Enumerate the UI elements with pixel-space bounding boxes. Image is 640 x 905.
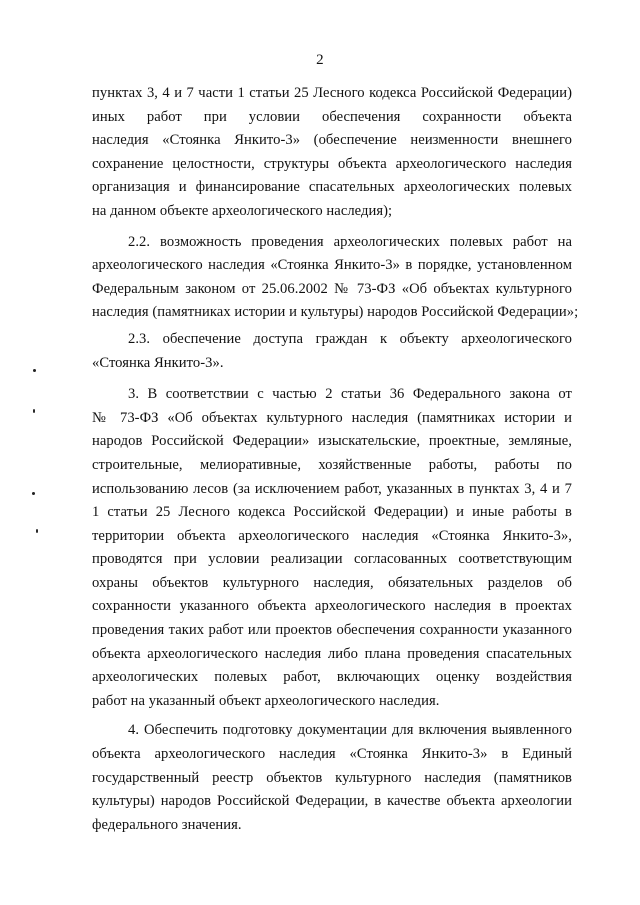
text-line: археологических полевых работ, включающих оценку воздействия: [92, 669, 572, 686]
text-line: строительные, мелиоративные, хозяйственные работы, работы по: [92, 456, 572, 473]
text-line: народов Российской Федерации» изыскательские, проектные, земляные,: [92, 433, 572, 450]
text-line: объекта археологического наследия либо плана проведения спасательных: [92, 645, 572, 662]
text-line: иных работ при условии обеспечения сохранности объекта: [92, 108, 572, 125]
paragraph-2-3: [92, 328, 572, 375]
scan-dot: [36, 529, 38, 533]
text-line: наследия «Стоянка Янкито-3» (обеспечение неизменности внешнего: [92, 132, 572, 149]
text-line: археологического наследия «Стоянка Янкито-3» в порядке, установленном: [92, 257, 572, 274]
text-line: проведения таких работ или проектов обеспечения сохранности указанного: [92, 622, 572, 639]
text-line: организация и финансирование спасательных археологических полевых: [92, 179, 572, 196]
text-line: федерального значения.: [92, 816, 242, 833]
paragraph-3: [92, 383, 572, 713]
text-line: территории объекта археологического наследия «Стоянка Янкито-3»,: [92, 527, 572, 544]
text-line: культуры) народов Российской Федерации, в качестве объекта археологии: [92, 793, 572, 810]
text-line: использованию лесов (за исключением работ, указанных в пунктах 3, 4 и 7: [92, 480, 572, 497]
text-line: № 73-ФЗ «Об объектах культурного наследия (памятниках истории и: [92, 409, 572, 426]
paragraph-4: [92, 719, 572, 837]
text-line: сохранение целостности, структуры объекта археологического наследия: [92, 155, 572, 172]
text-line: на данном объекте археологического наследия);: [92, 202, 393, 219]
text-line: пунктах 3, 4 и 7 части 1 статьи 25 Лесного кодекса Российской Федерации): [92, 85, 572, 101]
text-line: 2.3. обеспечение доступа граждан к объекту археологического: [128, 330, 572, 347]
text-line: 4. Обеспечить подготовку документации для включения выявленного: [128, 722, 572, 739]
page-number: 2: [316, 52, 324, 68]
paragraph-continuation: [92, 82, 572, 224]
text-line: 3. В соответствии с частью 2 статьи 36 Федерального закона от: [128, 386, 572, 403]
text-line: сохранности указанного объекта археологического наследия в проектах: [92, 598, 572, 615]
text-line: государственный реестр объектов культурного наследия (памятников: [92, 769, 572, 786]
scan-dot: [33, 409, 35, 413]
document-body: [92, 82, 579, 837]
text-line: объекта археологического наследия «Стоянка Янкито-3» в Единый: [92, 746, 572, 763]
text-line: 2.2. возможность проведения археологических полевых работ на: [128, 233, 572, 250]
text-line: 1 статьи 25 Лесного кодекса Российской Федерации) и иные работы в: [92, 504, 572, 521]
text-line: Федеральным законом от 25.06.2002 № 73-ФЗ «Об объектах культурного: [92, 280, 572, 297]
text-line: «Стоянка Янкито-3».: [92, 354, 224, 371]
scan-dot: [33, 369, 36, 372]
text-line: охраны объектов культурного наследия, обязательных разделов об: [92, 574, 572, 591]
text-line: проводятся при условии реализации согласованных соответствующим: [92, 551, 572, 568]
text-line: работ на указанный объект археологического наследия.: [92, 692, 440, 709]
scan-dot: [32, 492, 35, 495]
paragraph-2-2: [92, 231, 579, 325]
text-line: наследия (памятниках истории и культуры) народов Российской Федерации»;: [92, 304, 579, 321]
